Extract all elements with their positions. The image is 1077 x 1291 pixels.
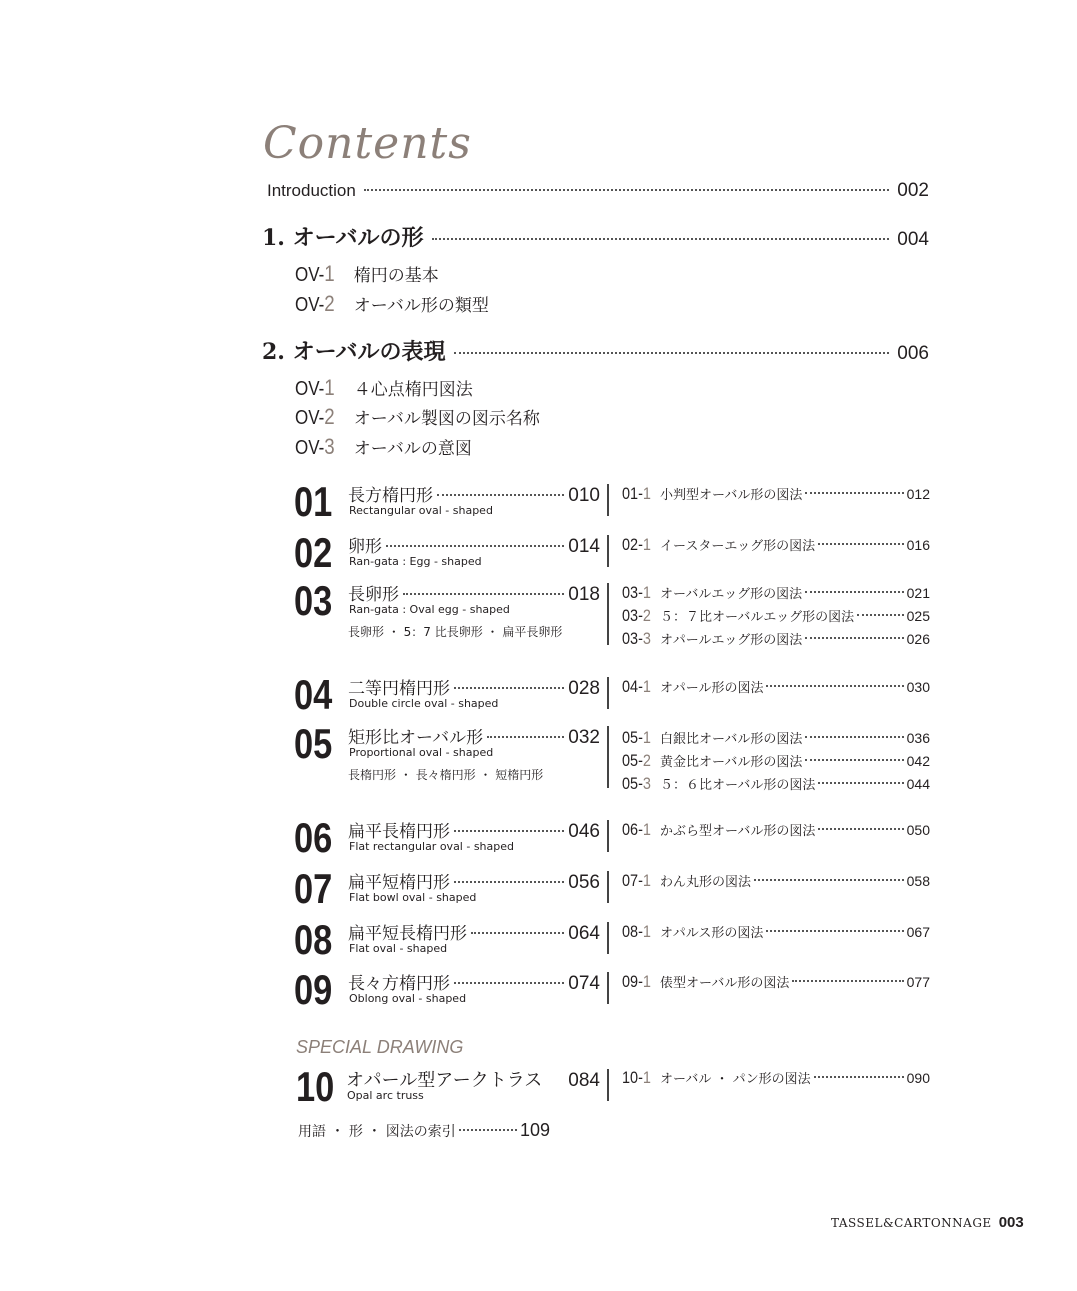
sub-entry-page: 058 bbox=[906, 873, 930, 889]
column-divider bbox=[607, 922, 609, 954]
section-page: 046 bbox=[568, 821, 600, 842]
section-page: 032 bbox=[568, 727, 600, 748]
column-divider bbox=[607, 1069, 609, 1101]
sub-entry-text: わん丸形の図法 bbox=[660, 875, 752, 890]
chapter-1-label: 1. オーバルの形 bbox=[262, 225, 424, 251]
section-number: 08 bbox=[294, 916, 333, 963]
section-page: 014 bbox=[568, 536, 600, 557]
sub-code-prefix: 05- bbox=[622, 728, 643, 747]
sub-code-number: 3 bbox=[642, 629, 651, 648]
sub-entry-row[interactable] bbox=[622, 751, 930, 771]
sub-code-number: 2 bbox=[642, 606, 651, 625]
section-number: 05 bbox=[294, 720, 333, 767]
section-number: 07 bbox=[294, 865, 333, 912]
sub-entry-row[interactable] bbox=[622, 629, 930, 649]
section-number: 04 bbox=[294, 671, 333, 718]
toc-chapter-2-row[interactable] bbox=[262, 335, 929, 366]
sub-code-prefix: 03- bbox=[622, 606, 643, 625]
sub-entry-page: 021 bbox=[906, 585, 930, 601]
section-title: 卵形 bbox=[348, 537, 382, 557]
index-page: 109 bbox=[519, 1120, 550, 1140]
leader-dots bbox=[454, 982, 564, 984]
sub-entry-page: 036 bbox=[906, 730, 930, 746]
sub-entry-text: オーバル ・ パン形の図法 bbox=[660, 1072, 811, 1087]
column-divider bbox=[607, 583, 609, 645]
sub-entry-code bbox=[622, 820, 654, 840]
section-page: 084 bbox=[568, 1070, 600, 1091]
section-subtitle: Flat oval - shaped bbox=[349, 942, 448, 955]
sub-entry-row[interactable] bbox=[622, 583, 930, 603]
sub-entry-code bbox=[622, 1068, 654, 1088]
sub-entry-row[interactable] bbox=[622, 774, 930, 794]
sub-entry-page: 030 bbox=[906, 679, 930, 695]
section-subtitle: Ran-gata : Oval egg - shaped bbox=[349, 603, 510, 616]
sub-entry-code bbox=[622, 677, 654, 697]
leader-dots bbox=[818, 543, 904, 545]
section-subtitle: Ran-gata : Egg - shaped bbox=[349, 555, 482, 568]
ov-number: 2 bbox=[324, 404, 335, 429]
leader-dots bbox=[814, 1076, 904, 1078]
column-divider bbox=[607, 677, 609, 709]
leader-dots bbox=[805, 492, 903, 494]
chapter-2-label: 2. オーバルの表現 bbox=[262, 339, 446, 365]
column-divider bbox=[607, 726, 609, 788]
leader-dots bbox=[754, 879, 904, 881]
section-number: 06 bbox=[294, 814, 333, 861]
leader-dots bbox=[432, 238, 890, 240]
chapter-2-item-3[interactable] bbox=[295, 434, 472, 460]
leader-dots bbox=[454, 687, 564, 689]
chapter-2-item-1[interactable] bbox=[295, 375, 473, 401]
chapter-1-item-1[interactable] bbox=[295, 261, 439, 287]
section-subtitle: Proportional oval - shaped bbox=[349, 746, 494, 759]
page-footer bbox=[831, 1214, 1024, 1231]
sub-code-prefix: 02- bbox=[622, 535, 643, 554]
column-divider bbox=[607, 535, 609, 567]
sub-entry-page: 044 bbox=[906, 776, 930, 792]
special-drawing-label: SPECIAL DRAWING bbox=[296, 1037, 464, 1057]
ov-number: 3 bbox=[324, 434, 335, 459]
sub-entry-row[interactable] bbox=[622, 677, 930, 697]
section-title: 長卵形 bbox=[348, 585, 399, 605]
section-number: 09 bbox=[294, 966, 333, 1013]
leader-dots bbox=[459, 1129, 517, 1131]
sub-code-number: 1 bbox=[642, 820, 651, 839]
chapter-2-page: 006 bbox=[897, 343, 929, 364]
sub-entry-row[interactable] bbox=[622, 728, 930, 748]
sub-entry-code bbox=[622, 484, 654, 504]
sub-code-number: 1 bbox=[642, 922, 651, 941]
sub-entry-row[interactable] bbox=[622, 1068, 930, 1088]
sub-code-number: 3 bbox=[642, 774, 651, 793]
ov-prefix: OV- bbox=[295, 437, 325, 459]
sub-entry-code bbox=[622, 606, 654, 626]
intro-page: 002 bbox=[897, 180, 929, 201]
section-variants: 長卵形 ・ 5：7 比長卵形 ・ 扁平長卵形 bbox=[348, 625, 563, 639]
sub-entry-page: 025 bbox=[906, 608, 930, 624]
ov-text: ４心点楕円図法 bbox=[353, 380, 473, 400]
ov-number: 2 bbox=[324, 291, 335, 316]
sub-entry-row[interactable] bbox=[622, 922, 930, 942]
leader-dots bbox=[403, 593, 564, 595]
sub-entry-text: イースターエッグ形の図法 bbox=[660, 539, 816, 554]
sub-code-prefix: 03- bbox=[622, 629, 643, 648]
leader-dots bbox=[487, 736, 564, 738]
sub-code-number: 1 bbox=[642, 728, 651, 747]
section-title: 長方楕円形 bbox=[348, 486, 433, 506]
sub-entry-code bbox=[622, 728, 654, 748]
ov-prefix: OV- bbox=[295, 264, 325, 286]
leader-dots bbox=[818, 828, 903, 830]
sub-code-prefix: 01- bbox=[622, 484, 643, 503]
sub-code-prefix: 03- bbox=[622, 583, 643, 602]
section-page: 064 bbox=[568, 923, 600, 944]
section-page: 010 bbox=[568, 485, 600, 506]
sub-entry-page: 090 bbox=[906, 1070, 930, 1086]
leader-dots bbox=[454, 881, 564, 883]
sub-code-prefix: 08- bbox=[622, 922, 643, 941]
sub-code-number: 1 bbox=[642, 484, 651, 503]
sub-entry-row[interactable] bbox=[622, 606, 930, 626]
leader-dots bbox=[766, 685, 903, 687]
sub-code-number: 1 bbox=[642, 583, 651, 602]
sub-entry-row[interactable] bbox=[622, 820, 930, 840]
leader-dots bbox=[805, 736, 903, 738]
sub-entry-text: 黄金比オーバル形の図法 bbox=[660, 755, 803, 770]
sub-entry-row[interactable] bbox=[622, 972, 930, 992]
footer-brand: TASSEL&CARTONNAGE bbox=[831, 1216, 992, 1230]
sub-entry-text: オパール形の図法 bbox=[660, 681, 764, 696]
chapter-1-item-2[interactable] bbox=[295, 291, 489, 317]
section-variants: 長楕円形 ・ 長々楕円形 ・ 短楕円形 bbox=[348, 768, 544, 782]
sub-code-prefix: 10- bbox=[622, 1068, 643, 1087]
section-subtitle: Opal arc truss bbox=[347, 1089, 424, 1102]
ov-prefix: OV- bbox=[295, 378, 325, 400]
sub-entry-page: 026 bbox=[906, 631, 930, 647]
sub-entry-row[interactable] bbox=[622, 484, 930, 504]
sub-code-number: 2 bbox=[642, 751, 651, 770]
section-title: 扁平短長楕円形 bbox=[348, 924, 467, 944]
sub-code-prefix: 05- bbox=[622, 774, 643, 793]
leader-dots bbox=[364, 189, 889, 191]
ov-text: オーバルの意図 bbox=[353, 439, 472, 459]
sub-entry-text: かぶら型オーバル形の図法 bbox=[660, 824, 816, 839]
sub-entry-page: 050 bbox=[906, 822, 930, 838]
column-divider bbox=[607, 972, 609, 1004]
section-number: 02 bbox=[294, 529, 333, 576]
section-title: オパール型アークトラス bbox=[346, 1070, 543, 1091]
sub-entry-text: ５：７比オーバルエッグ形の図法 bbox=[660, 610, 855, 625]
leader-dots bbox=[454, 352, 890, 354]
toc-chapter-1-row[interactable] bbox=[262, 221, 929, 252]
section-page: 018 bbox=[568, 584, 600, 605]
leader-dots bbox=[386, 545, 564, 547]
sub-entry-row[interactable] bbox=[622, 535, 930, 555]
leader-dots bbox=[818, 782, 903, 784]
leader-dots bbox=[805, 637, 903, 639]
sub-code-number: 1 bbox=[642, 535, 651, 554]
sub-entry-code bbox=[622, 871, 654, 891]
section-subtitle: Flat bowl oval - shaped bbox=[349, 891, 477, 904]
section-subtitle: Double circle oval - shaped bbox=[349, 697, 499, 710]
leader-dots bbox=[454, 830, 564, 832]
section-number: 10 bbox=[296, 1063, 335, 1110]
index-label: 用語 ・ 形 ・ 図法の索引 bbox=[298, 1124, 456, 1140]
sub-code-prefix: 04- bbox=[622, 677, 643, 696]
column-divider bbox=[607, 871, 609, 903]
sub-entry-text: 白銀比オーバル形の図法 bbox=[660, 732, 803, 747]
sub-entry-page: 012 bbox=[906, 486, 930, 502]
ov-number: 1 bbox=[324, 261, 335, 286]
sub-entry-page: 016 bbox=[906, 537, 930, 553]
leader-dots bbox=[437, 494, 564, 496]
ov-prefix: OV- bbox=[295, 407, 325, 429]
leader-dots bbox=[805, 591, 904, 593]
ov-text: オーバル製図の図示名称 bbox=[353, 409, 540, 429]
chapter-2-item-2[interactable] bbox=[295, 404, 540, 430]
section-page: 056 bbox=[568, 872, 600, 893]
section-number: 01 bbox=[294, 478, 333, 525]
section-subtitle: Oblong oval - shaped bbox=[349, 992, 467, 1005]
sub-entry-text: オパールエッグ形の図法 bbox=[660, 633, 803, 648]
column-divider bbox=[607, 484, 609, 516]
sub-entry-text: オーバルエッグ形の図法 bbox=[660, 587, 803, 602]
sub-entry-text: 小判型オーバル形の図法 bbox=[660, 488, 803, 503]
footer-page-number: 003 bbox=[998, 1214, 1024, 1231]
sub-entry-code bbox=[622, 774, 654, 794]
sub-code-number: 1 bbox=[642, 677, 651, 696]
sub-entry-page: 042 bbox=[906, 753, 930, 769]
sub-code-prefix: 09- bbox=[622, 972, 643, 991]
sub-entry-code bbox=[622, 972, 654, 992]
ov-text: 楕円の基本 bbox=[353, 266, 439, 286]
page-title: Contents bbox=[263, 118, 472, 169]
sub-code-number: 1 bbox=[642, 972, 651, 991]
sub-entry-page: 067 bbox=[906, 924, 930, 940]
section-subtitle: Rectangular oval - shaped bbox=[349, 504, 493, 517]
sub-entry-text: オパルス形の図法 bbox=[660, 926, 764, 941]
sub-entry-code bbox=[622, 922, 654, 942]
sub-entry-code bbox=[622, 535, 654, 555]
column-divider bbox=[607, 820, 609, 852]
sub-code-number: 1 bbox=[642, 871, 651, 890]
sub-entry-text: 俵型オーバル形の図法 bbox=[660, 976, 790, 991]
sub-code-prefix: 05- bbox=[622, 751, 643, 770]
section-number: 03 bbox=[294, 577, 333, 624]
sub-entry-code bbox=[622, 629, 654, 649]
ov-text: オーバル形の類型 bbox=[353, 296, 489, 316]
leader-dots bbox=[792, 980, 903, 982]
section-title: 二等円楕円形 bbox=[348, 679, 450, 699]
section-title: 矩形比オーバル形 bbox=[348, 728, 484, 748]
toc-intro-row[interactable] bbox=[267, 180, 929, 202]
section-subtitle: Flat rectangular oval - shaped bbox=[349, 840, 514, 853]
leader-dots bbox=[471, 932, 564, 934]
sub-entry-code bbox=[622, 751, 654, 771]
sub-code-number: 1 bbox=[642, 1068, 651, 1087]
sub-entry-text: ５：６比オーバル形の図法 bbox=[660, 778, 816, 793]
section-title: 扁平長楕円形 bbox=[348, 822, 450, 842]
sub-code-prefix: 07- bbox=[622, 871, 643, 890]
sub-entry-code bbox=[622, 583, 654, 603]
section-title: 扁平短楕円形 bbox=[348, 873, 450, 893]
leader-dots bbox=[857, 614, 904, 616]
ov-number: 1 bbox=[324, 375, 335, 400]
leader-dots bbox=[805, 759, 903, 761]
sub-entry-page: 077 bbox=[906, 974, 930, 990]
leader-dots bbox=[766, 930, 903, 932]
toc-index-row[interactable] bbox=[298, 1120, 550, 1141]
chapter-1-page: 004 bbox=[897, 229, 929, 250]
section-page: 074 bbox=[568, 973, 600, 994]
intro-label: Introduction bbox=[267, 181, 356, 200]
section-page: 028 bbox=[568, 678, 600, 699]
ov-prefix: OV- bbox=[295, 294, 325, 316]
section-title: 長々方楕円形 bbox=[348, 974, 450, 994]
sub-code-prefix: 06- bbox=[622, 820, 643, 839]
sub-entry-row[interactable] bbox=[622, 871, 930, 891]
